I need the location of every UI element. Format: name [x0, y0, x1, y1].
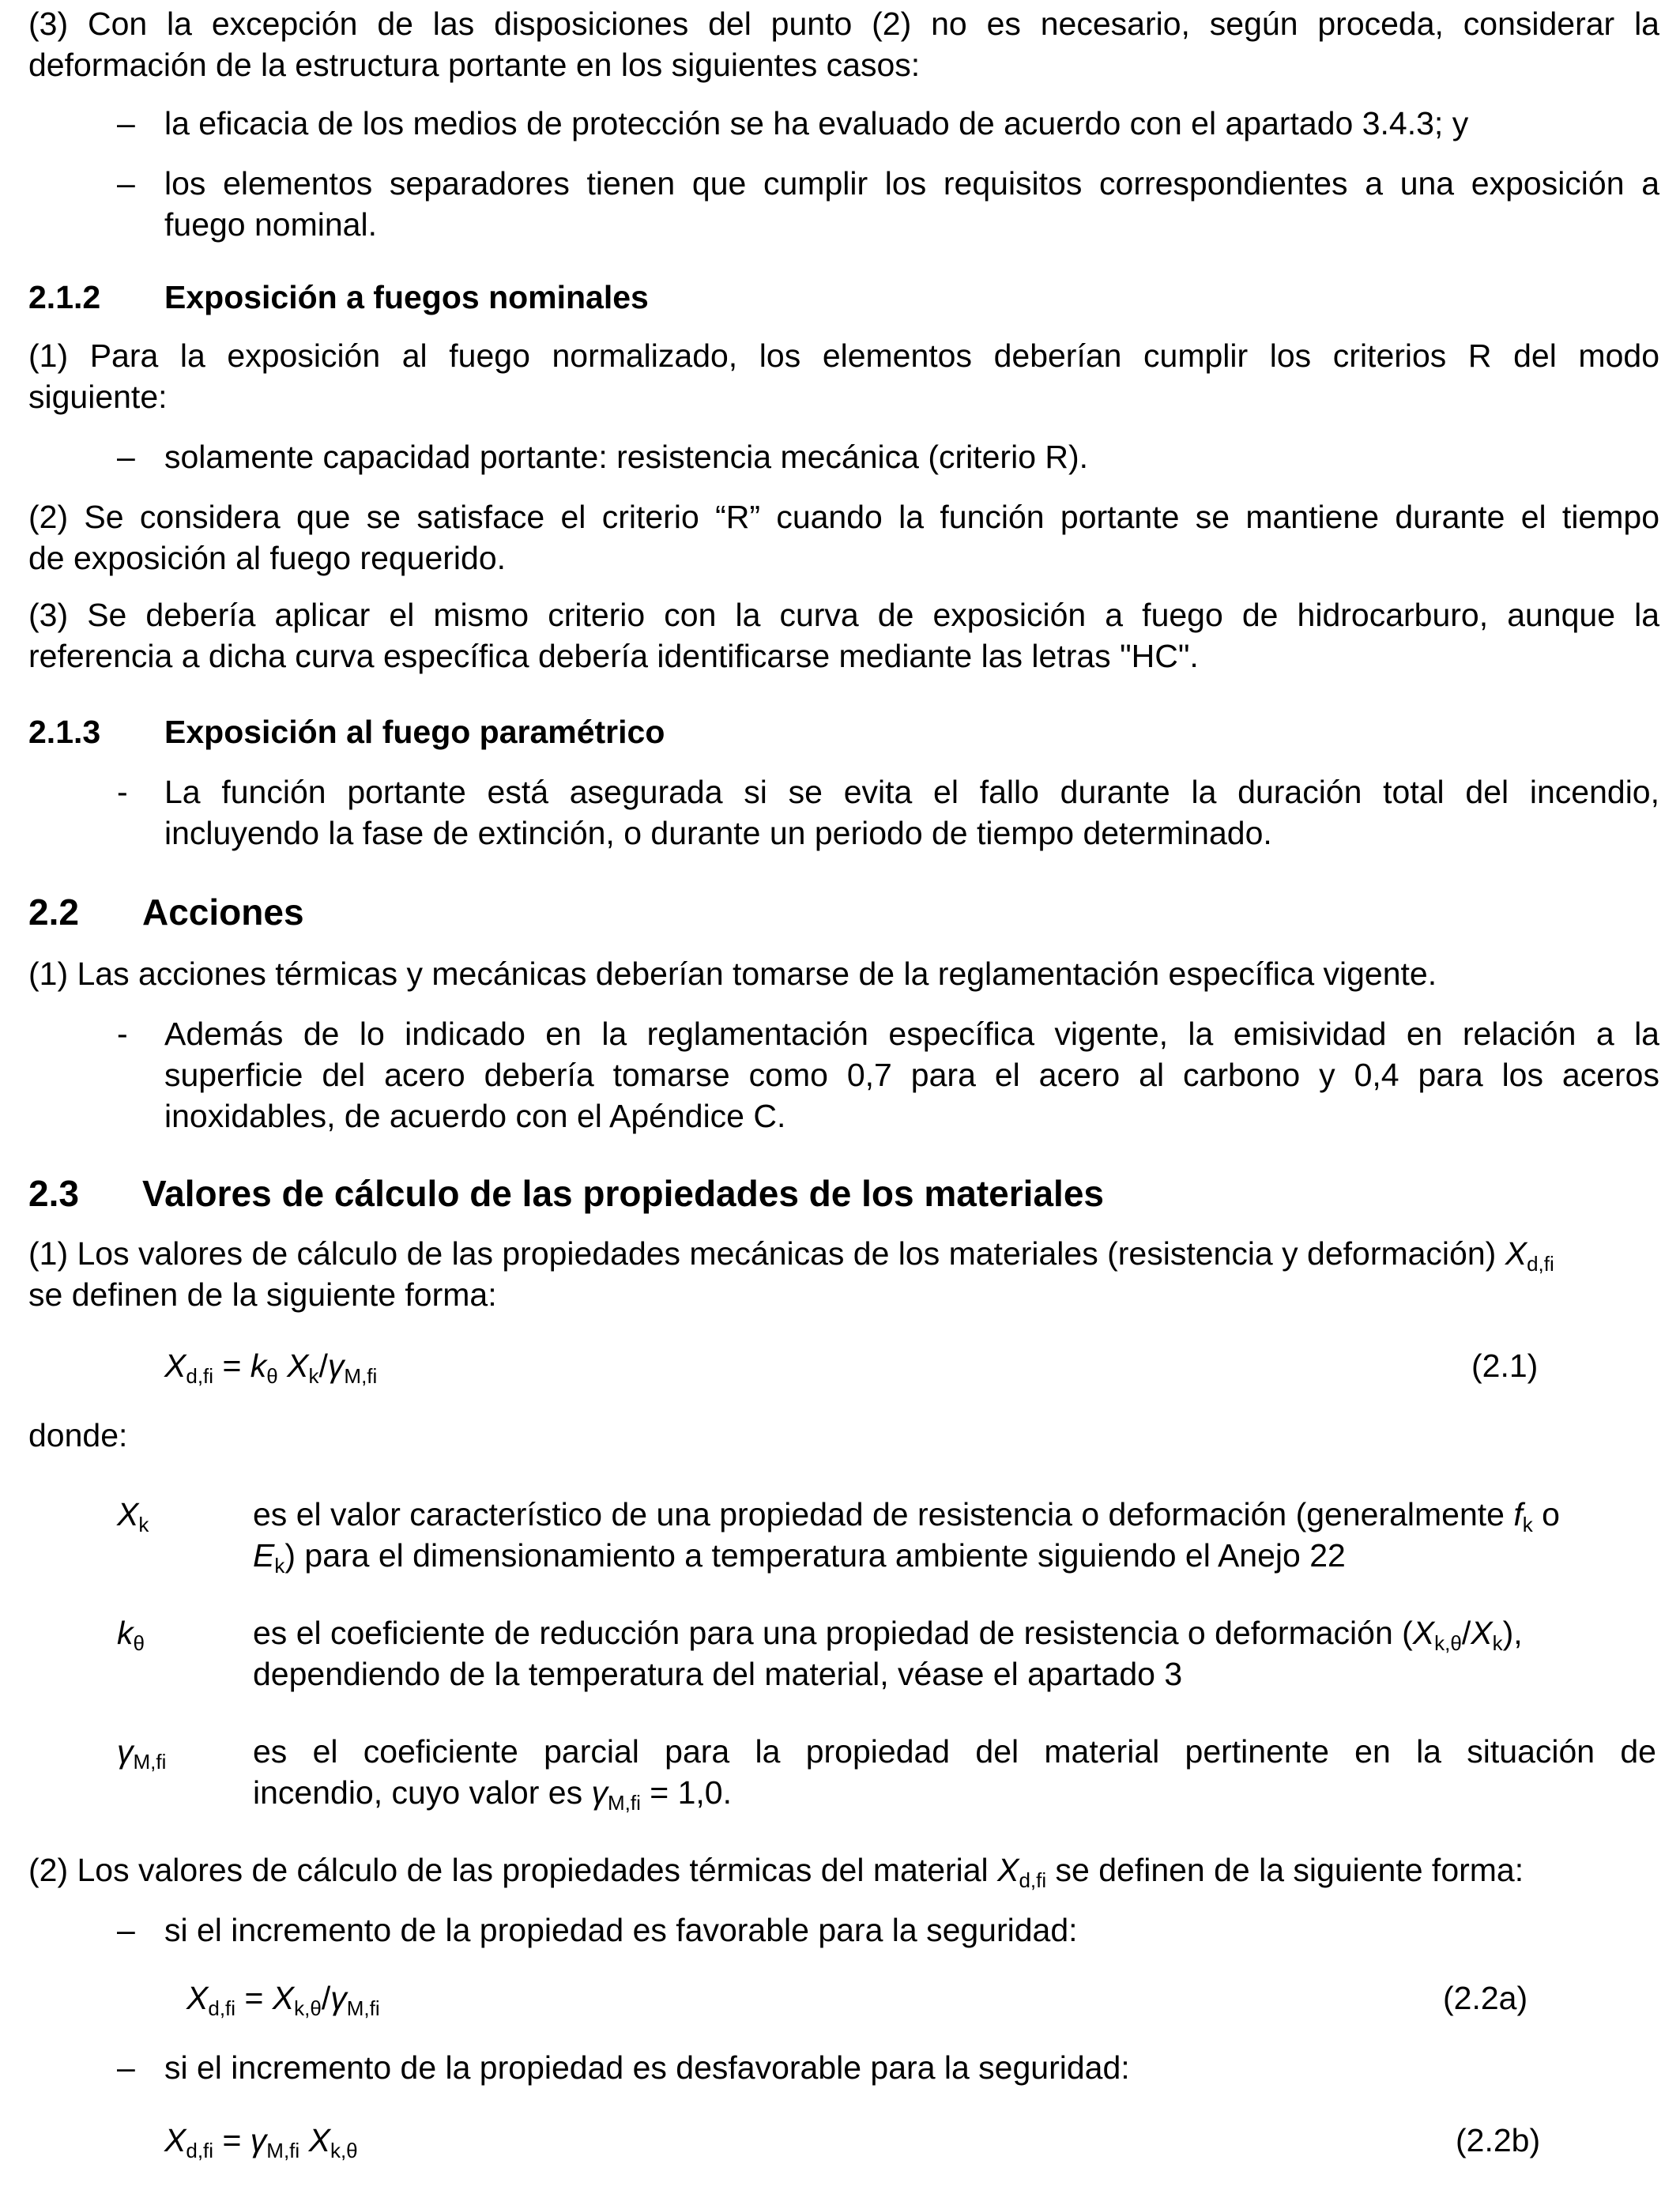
equation-number: (2.2a): [1443, 1980, 1528, 2016]
paragraph-line: (1) Las acciones térmicas y mecánicas deberían tomarse de la reglamentación específica vigente.: [28, 956, 1437, 992]
list-item: solamente capacidad portante: resistencia mecánica (criterio R).: [164, 439, 1089, 475]
bullet-dash: –: [117, 439, 135, 475]
list-item: Además de lo indicado en la reglamentación específica vigente, la emisividad en relación a la: [164, 1016, 1659, 1052]
paragraph-line: (3) Se debería aplicar el mismo criterio con la curva de exposición a fuego de hidrocarburo, aunque la: [28, 597, 1659, 633]
paragraph-line: (3) Con la excepción de las disposiciones del punto (2) no es necesario, según proceda, considerar la: [28, 6, 1659, 42]
math-symbol: X: [1505, 1235, 1527, 1272]
paragraph-line: referencia a dicha curva específica debería identificarse mediante las letras "HC".: [28, 638, 1199, 674]
paragraph-line: siguiente:: [28, 379, 168, 415]
equation: $X_{d,fi} = k_\theta$ $X_k/\gamma_{M,fi}$: [164, 1348, 378, 1388]
paragraph-line: se definen de la siguiente forma:: [28, 1276, 497, 1313]
list-item: si el incremento de la propiedad es desfavorable para la seguridad:: [164, 2049, 1130, 2086]
section-title: Valores de cálculo de las propiedades de los materiales: [142, 1173, 1104, 1214]
definition-symbol: $k_\theta$: [117, 1615, 145, 1655]
paragraph-line: de exposición al fuego requerido.: [28, 540, 507, 576]
list-item: La función portante está asegurada si se evita el fallo durante la duración total del incendio,: [164, 774, 1659, 810]
bullet-dash: –: [117, 165, 135, 202]
list-item: los elementos separadores tienen que cumplir los requisitos correspondientes a una exposición a: [164, 165, 1659, 202]
definition-text: es el coeficiente parcial para la propiedad del material pertinente en la situación de: [253, 1733, 1656, 1770]
bullet-dash: -: [117, 1016, 128, 1052]
definition-text: es el coeficiente de reducción para una propiedad de resistencia o deformación $(X_{k,\theta}/X_k)$,: [253, 1615, 1523, 1655]
definition-symbol: $X_k$: [117, 1496, 149, 1536]
section-number: 2.1.3: [28, 714, 101, 750]
list-item: si el incremento de la propiedad es favorable para la seguridad:: [164, 1912, 1078, 1948]
section-number: 2.3: [28, 1173, 79, 1214]
equation-number: (2.2b): [1456, 2122, 1541, 2158]
equation-number: (2.1): [1471, 1348, 1539, 1384]
paragraph-line: (1) Para la exposición al fuego normalizado, los elementos deberían cumplir los criterios R del modo: [28, 337, 1659, 374]
section-number: 2.1.2: [28, 279, 101, 315]
section-title: Acciones: [142, 892, 304, 933]
bullet-dash: –: [117, 1912, 135, 1948]
paragraph-line: deformación de la estructura portante en los siguientes casos:: [28, 47, 921, 83]
section-title: Exposición al fuego paramétrico: [164, 714, 665, 750]
equation: $X_{d,fi} = X_{k,\theta}/\gamma_{M,fi}$: [186, 1980, 380, 2020]
bullet-dash: –: [117, 105, 135, 141]
paragraph-line: (1) Los valores de cálculo de las propiedades mecánicas de los materiales (resistencia y deformación) $X_{d,fi}$: [28, 1235, 1554, 1276]
definition-text: $E_k$) para el dimensionamiento a temperatura ambiente siguiendo el Anejo 22: [253, 1537, 1346, 1578]
list-item: fuego nominal.: [164, 206, 377, 243]
paragraph-text: (1) Los valores de cálculo de las propiedades mecánicas de los materiales (resistencia y deformación): [28, 1235, 1497, 1272]
bullet-dash: -: [117, 774, 128, 810]
definition-text: incendio, cuyo valor es $\gamma_{M,fi} = 1,0$.: [253, 1774, 733, 1815]
definition-text: dependiendo de la temperatura del material, véase el apartado 3: [253, 1656, 1183, 1692]
definition-text: es el valor característico de una propiedad de resistencia o deformación (generalmente $f_k$ o: [253, 1496, 1560, 1536]
paragraph-line: (2) Se considera que se satisface el criterio “R” cuando la función portante se mantiene durante el tiempo: [28, 499, 1659, 535]
list-item: incluyendo la fase de extinción, o durante un periodo de tiempo determinado.: [164, 815, 1272, 851]
list-item: la eficacia de los medios de protección se ha evaluado de acuerdo con el apartado 3.4.3; y: [164, 105, 1469, 141]
list-item: inoxidables, de acuerdo con el Apéndice C.: [164, 1098, 786, 1134]
definition-symbol: $\gamma_{M,fi}$: [117, 1733, 167, 1774]
paragraph-line: (2) Los valores de cálculo de las propiedades térmicas del material $X_{d,fi}$ se definen de la siguiente forma:: [28, 1852, 1524, 1892]
list-item: superficie del acero debería tomarse como 0,7 para el acero al carbono y 0,4 para los aceros: [164, 1057, 1659, 1093]
section-title: Exposición a fuegos nominales: [164, 279, 649, 315]
bullet-dash: –: [117, 2049, 135, 2086]
equation: $X_{d,fi} = \gamma_{M,fi}$ $X_{k,\theta}$: [164, 2122, 358, 2162]
section-number: 2.2: [28, 892, 79, 933]
paragraph-line: donde:: [28, 1417, 128, 1453]
